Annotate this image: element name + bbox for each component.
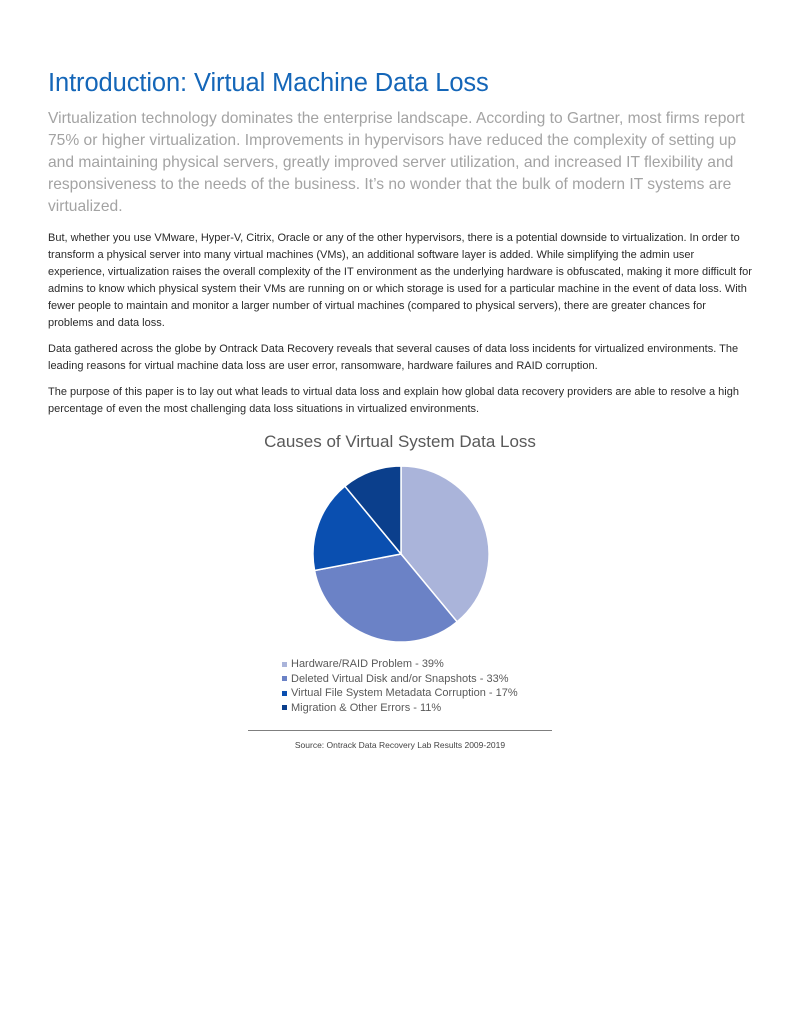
legend-item xyxy=(282,657,518,672)
legend-label: Migration & Other Errors - 11% xyxy=(291,701,442,714)
legend-label: Deleted Virtual Disk and/or Snapshots - 33% xyxy=(291,672,509,685)
source-caption: Source: Ontrack Data Recovery Lab Results 2009-2019 xyxy=(294,740,506,750)
legend-label: Virtual File System Metadata Corruption - 17% xyxy=(291,687,518,699)
legend-item xyxy=(282,672,518,687)
legend-swatch xyxy=(282,662,287,667)
page-title: Introduction: Virtual Machine Data Loss xyxy=(48,69,489,97)
legend-swatch xyxy=(282,676,287,681)
chart-legend xyxy=(282,657,518,715)
legend-swatch xyxy=(282,691,287,696)
body-paragraph-2: Data gathered across the globe by Ontrack Data Recovery reveals that several causes of data loss incidents for virtualized environments. The leading reasons for virtual machine data loss are user error, ransomware, hardware failures and RAID corruption. xyxy=(48,343,739,372)
legend-item xyxy=(282,686,518,701)
legend-swatch xyxy=(282,705,287,710)
body-paragraph-3: The purpose of this paper is to lay out what leads to virtual data loss and explain how global data recovery providers are able to resolve a high percentage of even the most challenging data loss situations in virtualized environments. xyxy=(48,386,739,415)
source-divider xyxy=(248,730,552,731)
lead-paragraph: Virtualization technology dominates the enterprise landscape. According to Gartner, most firms report 75% or higher virtualization. Improvements in hypervisors have reduced the complexity of setting up and maintaining physical servers, greatly improved server utilization, and increased IT flexibility and responsiveness to the needs of the business. It’s no wonder that the bulk of modern IT systems are virtualized. xyxy=(48,110,745,215)
legend-item xyxy=(282,701,518,716)
body-paragraph-1: But, whether you use VMware, Hyper-V, Citrix, Oracle or any of the other hypervisors, there is a potential downside to virtualization. In order to transform a physical server into many virtual machines (VMs), an additional software layer is added. While simplifying the admin user experience, virtualization raises the overall complexity of the IT environment as the underlying hardware is obfuscated, making it more difficult for admins to know which physical system their VMs are running on or which storage is used for a particular machine in the event of data loss. With fewer people to maintain and monitor a larger number of virtual machines (compared to physical servers), there are greater chances for problems and data loss. xyxy=(48,232,752,329)
pie-chart xyxy=(300,460,500,650)
page-content xyxy=(48,68,754,418)
chart-title: Causes of Virtual System Data Loss xyxy=(264,432,536,451)
legend-label: Hardware/RAID Problem - 39% xyxy=(291,658,444,670)
